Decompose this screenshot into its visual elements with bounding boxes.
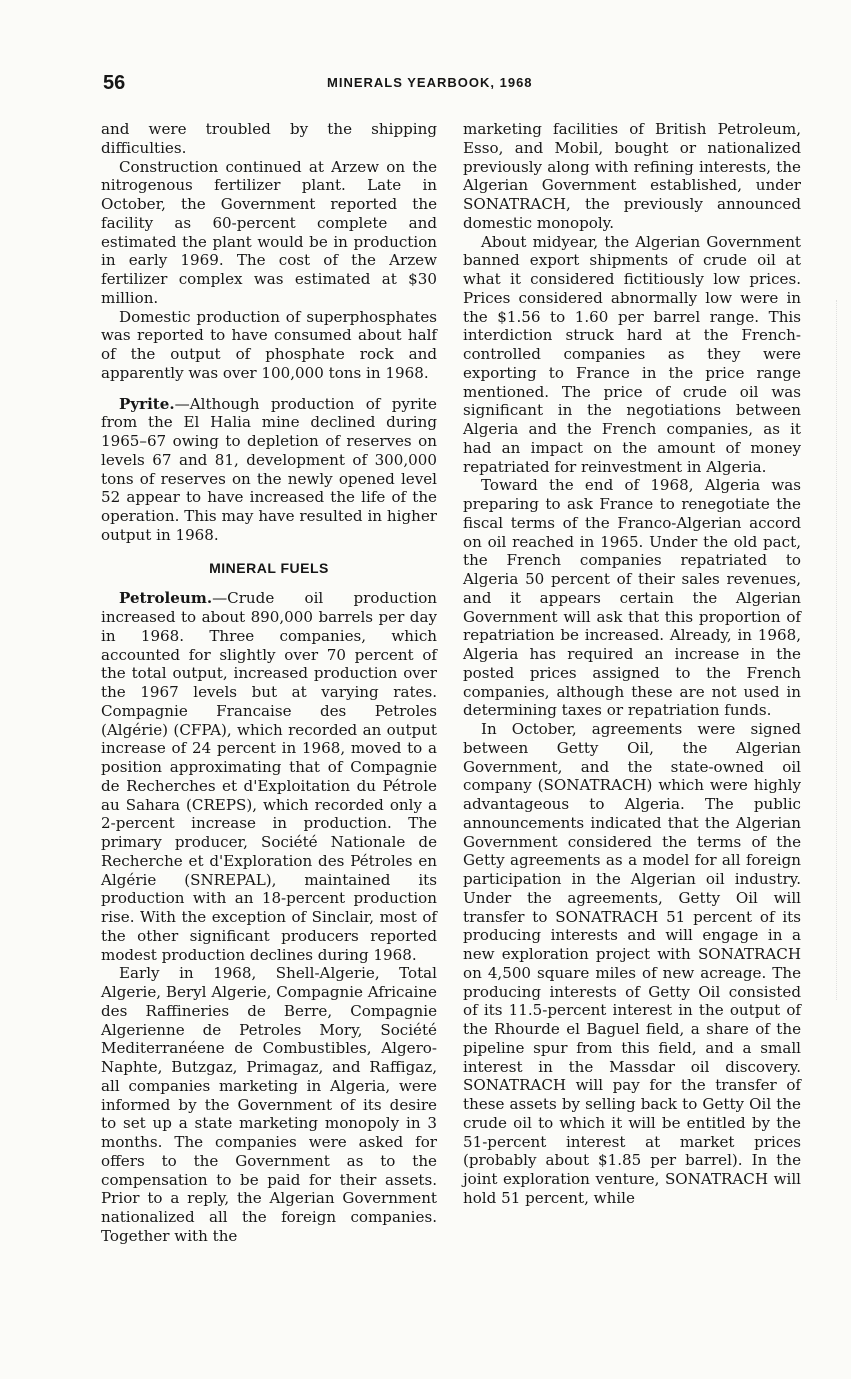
right-column xyxy=(463,120,801,1208)
paragraph: Toward the end of 1968, Algeria was preparing to ask France to renegotiate the fiscal terms of the Franco-Algerian accord on oil reached in 1965. Under the old pact, the French companies repatriated to Algeria 50 percent of their sales revenues, and it appears certain the Algerian Government will ask that this proportion of repatriation be increased. Already, in 1968, Algeria has required an increase in the posted prices assigned to the French companies, although these are not used in determining taxes or repatriation funds. xyxy=(463,476,801,720)
paragraph: In October, agreements were signed between Getty Oil, the Algerian Government, and the state-owned oil company (SONATRACH) which were highly advantageous to Algeria. The public announcements indicated that the Algerian Government considered the terms of the Getty agreements as a model for all foreign participation in the Algerian oil industry. Under the agreements, Getty Oil will transfer to SONATRACH 51 percent of its producing interests and will engage in a new exploration project with SONATRACH on 4,500 square miles of new acreage. The producing interests of Getty Oil consisted of its 11.5-percent interest in the output of the Rhourde el Baguel field, a share of the pipeline spur from this field, and a small interest in the Massdar oil discovery. SONATRACH will pay for the transfer of these assets by selling back to Getty Oil the crude oil to which it will be entitled by the 51-percent interest at market prices (probably about $1.85 per barrel). In the joint exploration venture, SONATRACH will hold 51 percent, while xyxy=(463,720,801,1207)
pyrite-lead: Pyrite. xyxy=(119,394,175,413)
paragraph: About midyear, the Algerian Government banned export shipments of crude oil at what it considered fictitiously low prices. Prices considered abnormally low were in the $1.56 to 1.60 per barrel range. This interdiction struck hard at the French-controlled companies as they were exporting to France in the price range mentioned. The price of crude oil was significant in the negotiations between Algeria and the French companies, as it had an impact on the amount of money repatriated for reinvestment in Algeria. xyxy=(463,232,801,476)
left-column xyxy=(101,120,437,1246)
petroleum-lead: Petroleum. xyxy=(119,589,213,608)
petroleum-paragraph xyxy=(101,589,437,964)
pyrite-text: —Although production of pyrite from the El Halia mine declined during 1965–67 owing to depletion of reserves on levels 67 and 81, development of 300,000 tons of reserves on the newly opened level 52 appear to have increased the life of the operation. This may have resulted in higher output in 1968. xyxy=(101,394,437,544)
paragraph: marketing facilities of British Petroleum, Esso, and Mobil, bought or nationalized previously along with refining interests, the Algerian Government established, under SONATRACH, the previously announced domestic monopoly. xyxy=(463,120,801,232)
scan-margin-artifacts xyxy=(836,300,847,1000)
running-head: MINERALS YEARBOOK, 1968 xyxy=(327,75,533,90)
paragraph: Domestic production of superphosphates was reported to have consumed about half of the output of phosphate rock and apparently was over 100,000 tons in 1968. xyxy=(101,307,437,382)
paragraph: Construction continued at Arzew on the nitrogenous fertilizer plant. Late in October, the Government reported the facility as 60-percent complete and estimated the plant would be in production in early 1969. The cost of the Arzew fertilizer complex was estimated at $30 million. xyxy=(101,157,437,307)
paragraph: Early in 1968, Shell-Algerie, Total Algerie, Beryl Algerie, Compagnie Africaine des Raffineries de Berre, Compagnie Algerienne de Petroles Mory, Société Mediterranéene de Combustibles, Algero-Naphte, Butzgaz, Primagaz, and Raffigaz, all companies marketing in Algeria, were informed by the Government of its desire to set up a state marketing monopoly in 3 months. The companies were asked for offers to the Government as to the compensation to be paid for their assets. Prior to a reply, the Algerian Government nationalized all the foreign companies. Together with the xyxy=(101,964,437,1245)
page-number: 56 xyxy=(103,72,126,94)
paragraph: and were troubled by the shipping difficulties. xyxy=(101,120,437,157)
pyrite-paragraph xyxy=(101,395,437,545)
section-heading: MINERAL FUELS xyxy=(209,559,329,576)
petroleum-text: —Crude oil production increased to about 890,000 barrels per day in 1968. Three companies, which accounted for slightly over 70 percent of the total output, increased production over the 1967 levels but at varying rates. Compagnie Francaise des Petroles (Algérie) (CFPA), which recorded an output increase of 24 percent in 1968, moved to a position approximating that of Compagnie de Recherches et d'Exploitation du Pétrole au Sahara (CREPS), which recorded only a 2-percent increase in production. The primary producer, Société Nationale de Recherche et d'Exploration des Pétroles en Algérie (SNREPAL), maintained its production with an 18-percent production rise. With the exception of Sinclair, most of the other significant producers reported modest production declines during 1968. xyxy=(101,589,437,964)
